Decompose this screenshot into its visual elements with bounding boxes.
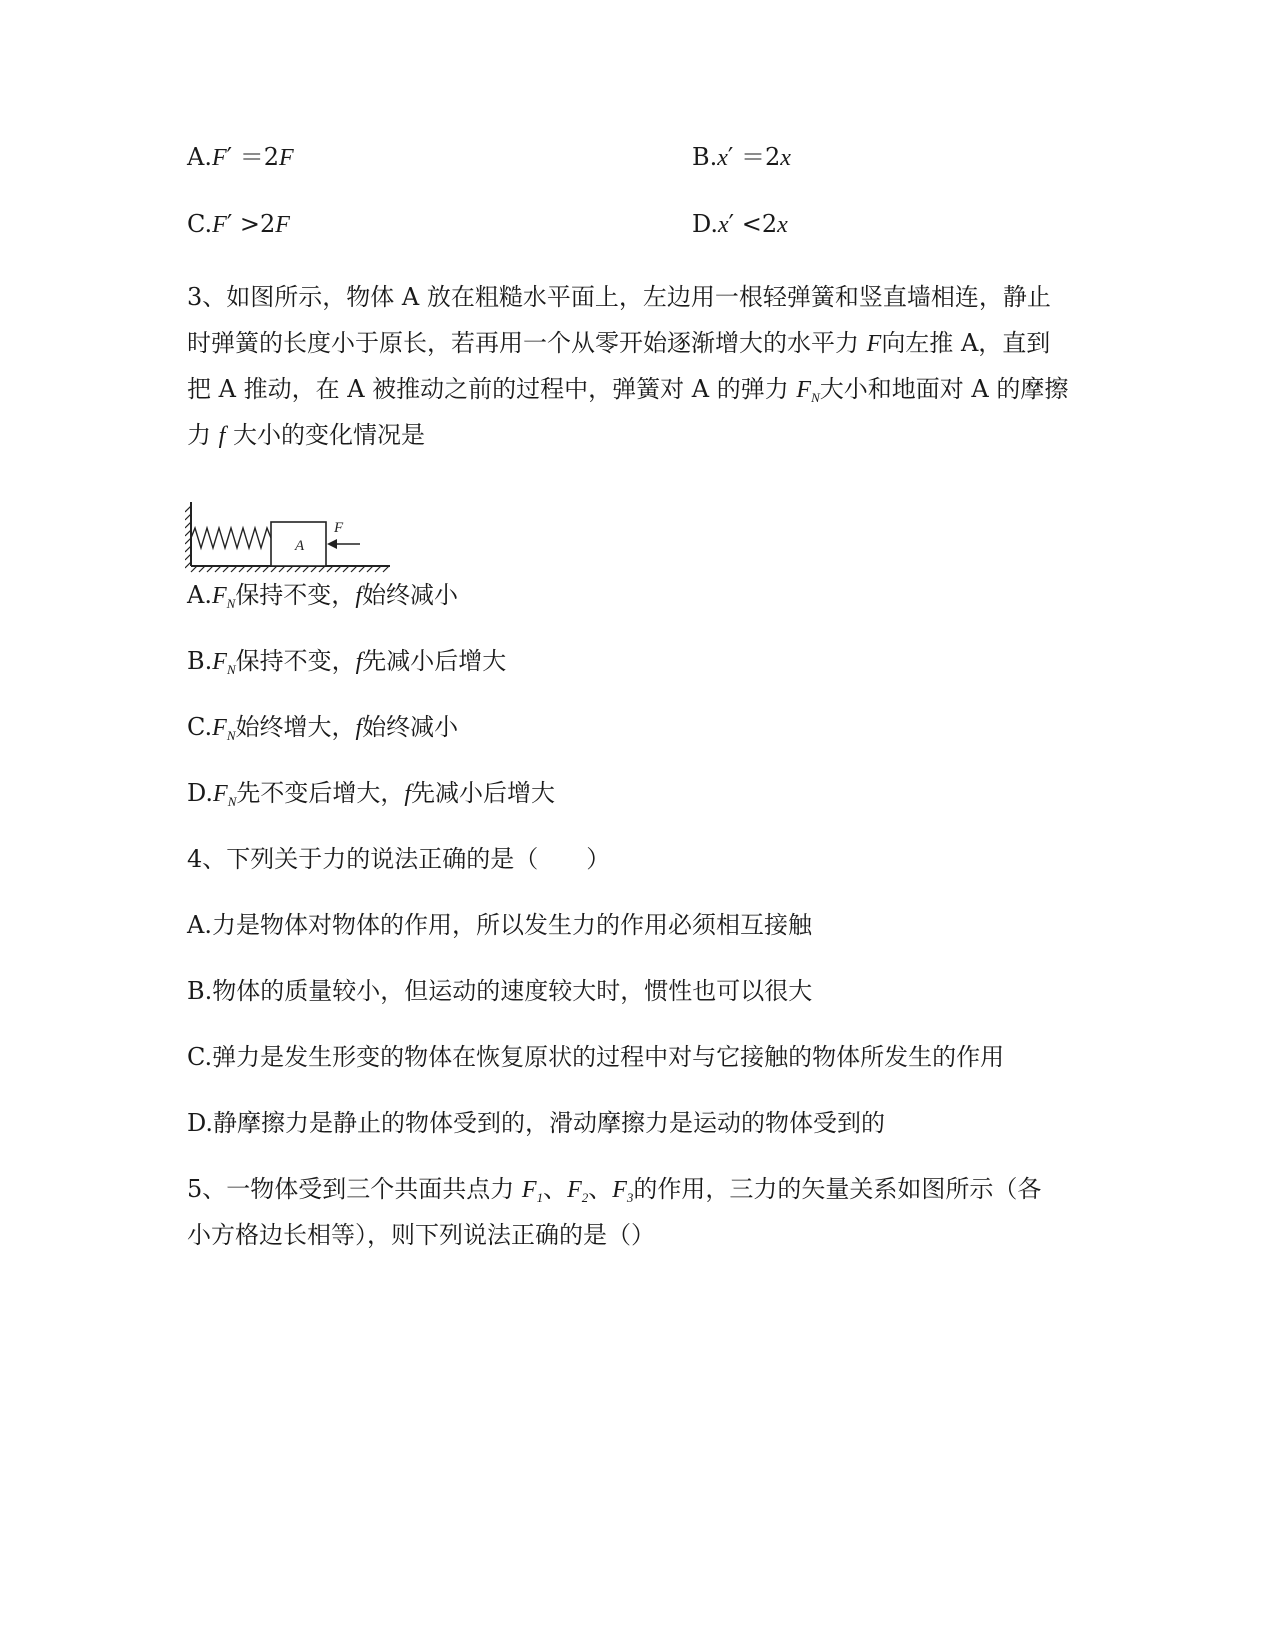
q2-option-b: B.x′ ＝2x bbox=[692, 143, 791, 171]
block-a-label: A bbox=[295, 538, 305, 554]
q3-stem-line-1: 3、如图所示，物体 A 放在粗糙水平面上，左边用一根轻弹簧和竖直墙相连，静止 bbox=[187, 283, 1051, 311]
q5-stem-line-1: 5、一物体受到三个共面共点力 $F_1$、$F_2$、$F_3$的作用，三力的矢量关系如图所示（各 bbox=[187, 1175, 1042, 1205]
force-arrow-head bbox=[327, 539, 337, 549]
q3-option-d: $D.F_N$先不变后增大，f先减小后增大 bbox=[187, 779, 556, 809]
q2-option-c: C.F′ >2F bbox=[187, 210, 290, 238]
q3-stem-line-3: 把 A 推动，在 A 被推动之前的过程中，弹簧对 A 的弹力 $F_N$大小和地面对 A 的摩擦 bbox=[187, 375, 1069, 405]
q2-option-a: A.F′ ＝2F bbox=[187, 143, 294, 171]
q4-option-a: A.力是物体对物体的作用，所以发生力的作用必须相互接触 bbox=[187, 911, 812, 939]
q3-option-a: $A.F_N$保持不变，f始终减小 bbox=[187, 581, 458, 611]
q2-option-d: D.x′ <2x bbox=[692, 210, 788, 238]
q4-stem: 4、下列关于力的说法正确的是（ ） bbox=[187, 845, 611, 873]
q4-option-b: B.物体的质量较小，但运动的速度较大时，惯性也可以很大 bbox=[187, 977, 813, 1005]
q3-stem-line-2: 时弹簧的长度小于原长，若再用一个从零开始逐渐增大的水平力 F向左推 A，直到 bbox=[187, 329, 1051, 357]
q3-stem-line-4: 力 f 大小的变化情况是 bbox=[187, 421, 425, 449]
q3-figure bbox=[185, 500, 395, 578]
q5-stem-line-2: 小方格边长相等），则下列说法正确的是（） bbox=[187, 1221, 655, 1249]
q3-option-c: $C.F_N$始终增大，f始终减小 bbox=[187, 713, 459, 743]
spring bbox=[191, 528, 271, 548]
force-label: F bbox=[334, 520, 344, 536]
q4-option-d: D.静摩擦力是静止的物体受到的，滑动摩擦力是运动的物体受到的 bbox=[187, 1109, 886, 1137]
spring-block-diagram bbox=[185, 500, 395, 578]
q3-option-b: $B.F_N$保持不变，f先减小后增大 bbox=[187, 647, 507, 677]
q4-option-c: C.弹力是发生形变的物体在恢复原状的过程中对与它接触的物体所发生的作用 bbox=[187, 1043, 1005, 1071]
